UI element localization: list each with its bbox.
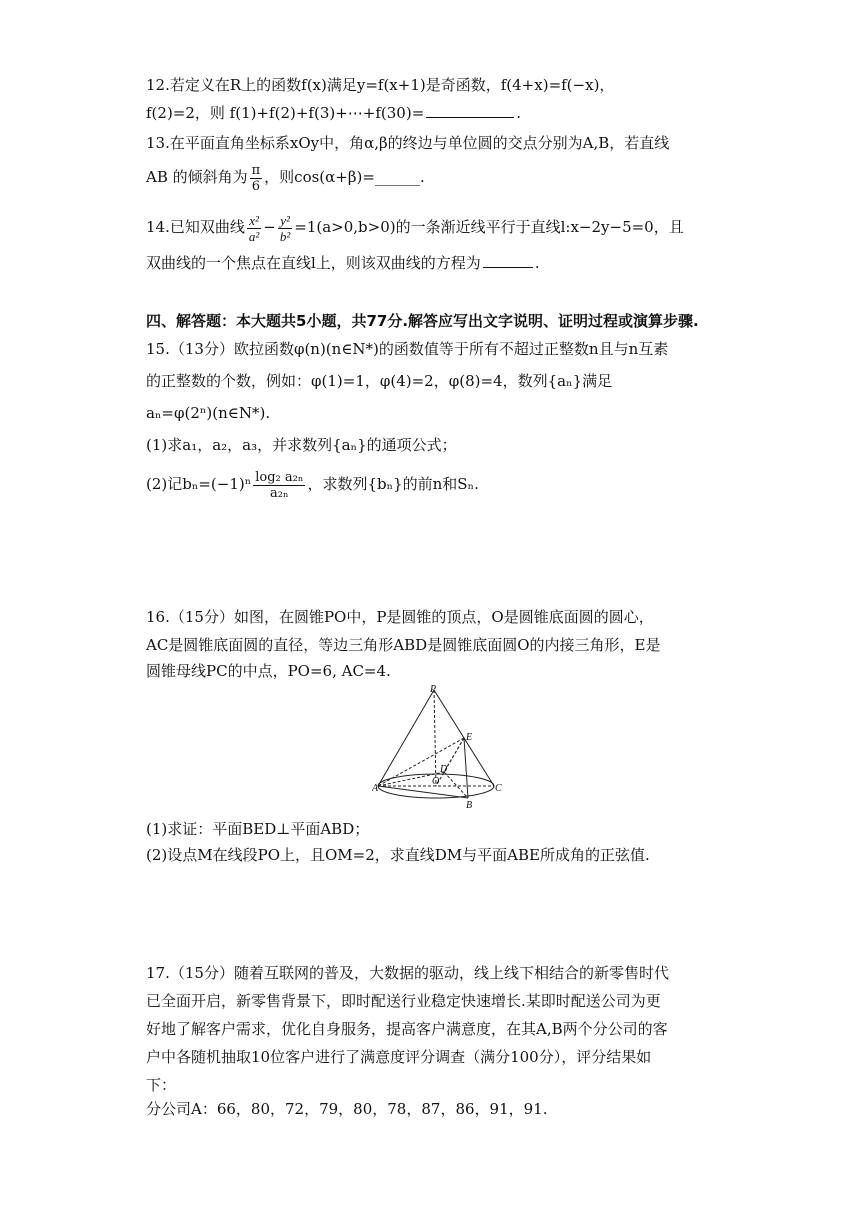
q14-fraction-y xyxy=(278,213,292,244)
q14-text-a: 14.已知双曲线 xyxy=(146,218,245,236)
q17-line-2: 已全面开启，新零售背景下，即时配送行业稳定快速增长.某即时配送公司为更 xyxy=(146,992,661,1010)
q13-frac-num: π xyxy=(251,162,261,178)
q12-period: . xyxy=(516,104,522,122)
q13-text-b: ，则cos(α+β)=______. xyxy=(264,168,425,186)
q14-frac-y-num: y² xyxy=(278,213,292,229)
q15-part-1: (1)求a₁，a₂，a₃，并求数列{aₙ}的通项公式； xyxy=(146,436,457,454)
q17-line-1: 17.（15分）随着互联网的普及，大数据的驱动，线上线下相结合的新零售时代 xyxy=(146,964,669,982)
label-b: B xyxy=(466,800,473,810)
generator-pa xyxy=(378,690,434,786)
label-p: P xyxy=(430,684,437,695)
q15-line-3: aₙ=φ(2ⁿ)(n∈N*). xyxy=(146,404,271,422)
segment-eb xyxy=(464,738,468,798)
label-d: D xyxy=(440,764,448,775)
q14-period: . xyxy=(534,254,540,272)
q15-part-2 xyxy=(146,466,479,502)
q16-line-2: AC是圆锥底面圆的直径，等边三角形ABD是圆锥底面圆O的内接三角形，E是 xyxy=(146,636,661,654)
q17-line-4: 户中各随机抽取10位客户进行了满意度评分调查（满分100分），评分结果如 xyxy=(146,1048,652,1066)
q16-part-1: (1)求证：平面BED⊥平面ABD； xyxy=(146,820,370,838)
q14-text-b: =1(a>0,b>0)的一条渐近线平行于直线l:x−2y−5=0，且 xyxy=(294,218,684,236)
q14-frac-x-num: x² xyxy=(247,213,261,229)
q14-line-2 xyxy=(146,252,540,274)
q12-answer-blank xyxy=(426,116,514,118)
q14-answer-blank xyxy=(483,266,533,268)
q15-part-2-b: ，求数列{bₙ}的前n和Sₙ. xyxy=(307,475,479,493)
q13-line-2 xyxy=(146,160,425,194)
q14-line-1: 14.已知双曲线 $\frac{\text{x²}}{\text{a²}}$ − $\frac{\text{y²}}{\text{b²}}$ =1(a>0,b>0)的一条渐近线平行于直线l:x−2y−5=0，且 xyxy=(146,212,684,244)
q15-fraction xyxy=(253,470,305,501)
q16-line-3: 圆锥母线PC的中点，PO=6, AC=4. xyxy=(146,662,391,680)
q17-line-3: 好地了解客户需求，优化自身服务，提高客户满意度，在其A,B两个分公司的客 xyxy=(146,1020,668,1038)
cone-figure xyxy=(372,682,502,810)
q16-part-2: (2)设点M在线段PO上，且OM=2，求直线DM与平面ABE所成角的正弦值. xyxy=(146,846,650,864)
q12-line-2 xyxy=(146,102,521,124)
label-o: O xyxy=(432,776,440,787)
q14-frac-y-den: b² xyxy=(279,228,291,244)
segment-eo xyxy=(436,738,464,786)
q15-line-1: 15.（13分）欧拉函数φ(n)(n∈N*)的函数值等于所有不超过正整数n且与n互素 xyxy=(146,340,669,358)
q14-frac-x-den: a² xyxy=(248,228,260,244)
q14-fraction-x xyxy=(247,213,261,244)
q15-part-2-a: (2)记bₙ=(−1)ⁿ xyxy=(146,475,252,493)
section-4-heading: 四、解答题：本大题共5小题，共77分.解答应写出文字说明、证明过程或演算步骤. xyxy=(146,312,699,330)
q15-frac-num: log₂ a₂ₙ xyxy=(255,469,304,485)
segment-ab xyxy=(378,786,468,798)
q12-expression: f(2)=2，则 f(1)+f(2)+f(3)+⋯+f(30)= xyxy=(146,104,425,122)
q16-line-1: 16.（15分）如图，在圆锥PO中，P是圆锥的顶点，O是圆锥底面圆的圆心， xyxy=(146,608,654,626)
q15-frac-den: a₂ₙ xyxy=(270,485,289,501)
q13-frac-den: 6 xyxy=(251,178,261,194)
axis-po xyxy=(434,690,436,786)
q17-line-6: 分公司A：66，80，72，79，80，78，87，86，91，91. xyxy=(146,1100,548,1118)
q17-line-5: 下： xyxy=(146,1076,177,1094)
q14-text-2: 双曲线的一个焦点在直线l上，则该双曲线的方程为 xyxy=(146,254,481,272)
label-a: A xyxy=(372,783,379,794)
q13-text-a: AB 的倾斜角为 xyxy=(146,168,248,186)
label-e: E xyxy=(466,732,473,743)
q13-line-1: 13.在平面直角坐标系xOy中，角α,β的终边与单位圆的交点分别为A,B，若直线 xyxy=(146,134,670,152)
q12-line-1: 12.若定义在R上的函数f(x)满足y=f(x+1)是奇函数，f(4+x)=f(−x)， xyxy=(146,76,615,94)
q13-fraction xyxy=(250,163,263,194)
q15-line-2: 的正整数的个数，例如：φ(1)=1，φ(4)=2，φ(8)=4，数列{aₙ}满足 xyxy=(146,372,613,390)
label-c: C xyxy=(495,783,502,794)
